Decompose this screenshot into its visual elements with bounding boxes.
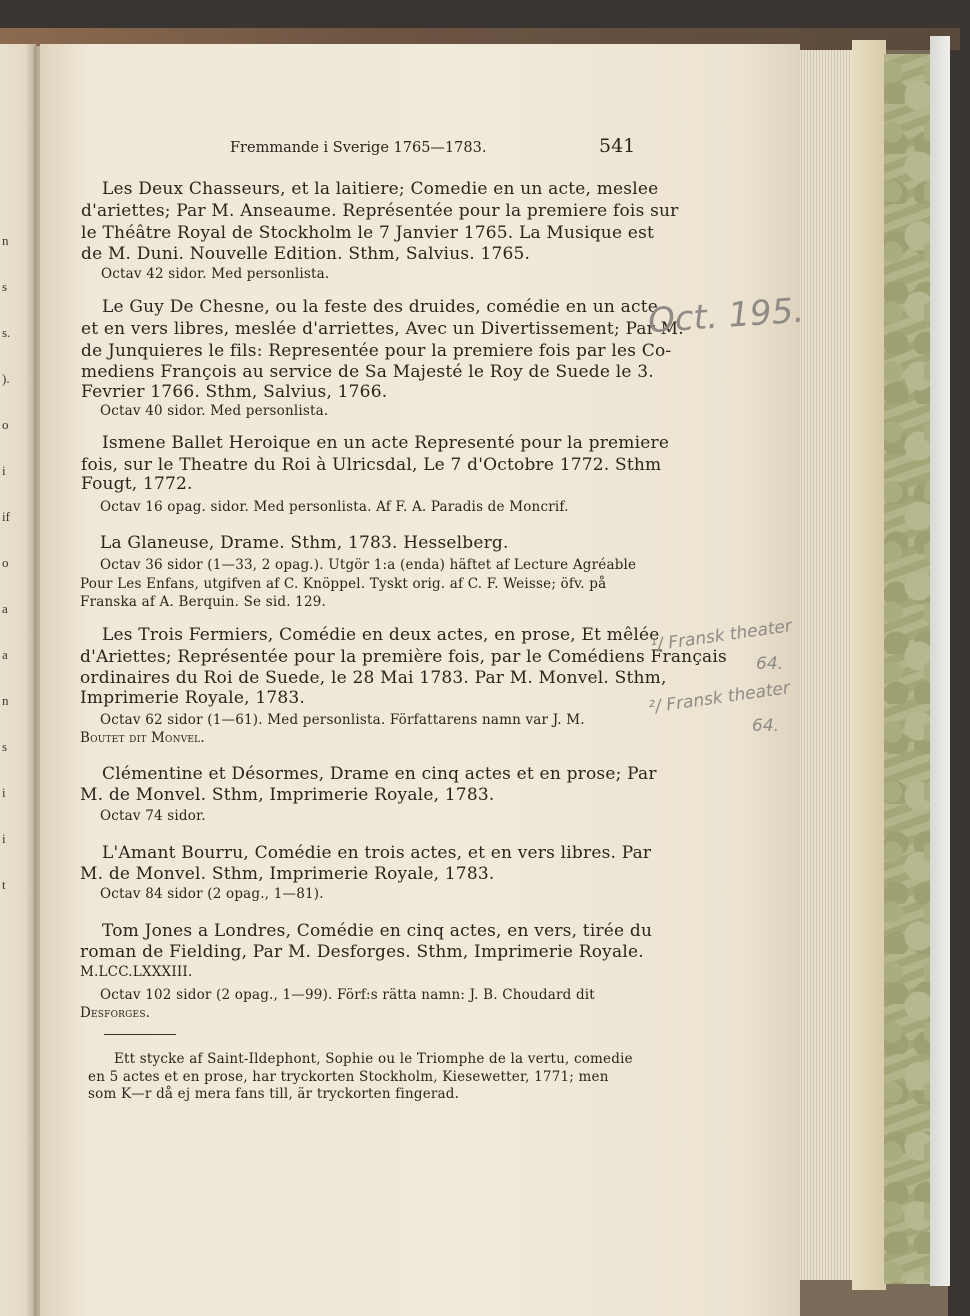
left-page-edge xyxy=(0,44,36,1316)
footnote-line-3: som K—r då ej mera fans till, är tryckorten fingerad. xyxy=(88,1086,460,1102)
entry-8-line-3: M.LCC.LXXXIII. xyxy=(80,964,193,980)
footnote-rule xyxy=(104,1034,176,1035)
handwritten-note-2-number: 64. xyxy=(752,716,780,736)
entry-3-line-1: Ismene Ballet Heroique en un acte Representé pour la premiere xyxy=(102,433,670,453)
entry-1-note-1: Octav 42 sidor. Med personlista. xyxy=(101,266,330,282)
handwritten-shelfmark: Oct. 195. xyxy=(646,290,806,342)
page-number: 541 xyxy=(599,135,636,157)
entry-4-note-1: Octav 36 sidor (1—33, 2 opag.). Utgör 1:a (enda) häftet af Lecture Agréable xyxy=(100,557,637,573)
entry-2-line-4: mediens François au service de Sa Majesté le Roy de Suede le 3. xyxy=(81,362,654,382)
entry-1-line-1: Les Deux Chasseurs, et la laitiere; Comedie en un acte, meslee xyxy=(102,179,659,199)
entry-5-line-3: ordinaires du Roi de Suede, le 28 Mai 1783. Par M. Monvel. Sthm, xyxy=(80,668,667,688)
entry-5-line-1: Les Trois Fermiers, Comédie en deux actes, en prose, Et mêlée xyxy=(102,625,660,645)
handwritten-note-1: ¹/ Fransk theater xyxy=(649,616,794,656)
entry-5-line-4: Imprimerie Royale, 1783. xyxy=(80,688,306,708)
entry-4-line-1: La Glaneuse, Drame. Sthm, 1783. Hesselberg. xyxy=(100,533,509,553)
handwritten-note-2: ²/ Fransk theater xyxy=(647,678,792,718)
footnote-line-2: en 5 actes et en prose, har tryckorten Stockholm, Kiesewetter, 1771; men xyxy=(88,1069,609,1085)
handwritten-note-1-number: 64. xyxy=(756,654,784,674)
entry-6-note-1: Octav 74 sidor. xyxy=(100,808,206,824)
footnote-line-1: Ett stycke af Saint-Ildephont, Sophie ou le Triomphe de la vertu, comedie xyxy=(114,1051,633,1067)
entry-3-note-1: Octav 16 opag. sidor. Med personlista. Af F. A. Paradis de Moncrif. xyxy=(100,499,569,515)
entry-2-line-5: Fevrier 1766. Sthm, Salvius, 1766. xyxy=(81,382,388,402)
left-page-letters: n s s. ). o i if o a a n s i i t xyxy=(2,233,11,892)
entry-3-line-3: Fougt, 1772. xyxy=(81,474,193,494)
entry-4-note-3: Franska af A. Berquin. Se sid. 129. xyxy=(80,594,327,610)
entry-3-line-2: fois, sur le Theatre du Roi à Ulricsdal, Le 7 d'Octobre 1772. Sthm xyxy=(81,455,662,475)
entry-8-line-2: roman de Fielding, Par M. Desforges. Sthm, Imprimerie Royale. xyxy=(80,942,644,962)
entry-5-note-2: Boutet dit Monvel. xyxy=(80,730,205,746)
entry-7-note-1: Octav 84 sidor (2 opag., 1—81). xyxy=(100,886,324,902)
entry-4-note-2: Pour Les Enfans, utgifven af C. Knöppel. Tyskt orig. af C. F. Weisse; öfv. på xyxy=(80,576,607,592)
entry-2-line-1: Le Guy De Chesne, ou la feste des druides, comédie en un acte xyxy=(102,297,659,317)
entry-2-note-1: Octav 40 sidor. Med personlista. xyxy=(100,403,329,419)
entry-5-line-2: d'Ariettes; Représentée pour la première fois, par le Comédiens Français xyxy=(80,647,727,667)
entry-1-line-3: le Théâtre Royal de Stockholm le 7 Janvier 1765. La Musique est xyxy=(81,223,655,243)
entry-8-note-2: Desforges. xyxy=(80,1005,151,1021)
entry-5-note-1: Octav 62 sidor (1—61). Med personlista. Författarens namn var J. M. xyxy=(100,712,585,728)
entry-1-line-2: d'ariettes; Par M. Anseaume. Représentée pour la premiere fois sur xyxy=(81,201,679,221)
entry-6-line-2: M. de Monvel. Sthm, Imprimerie Royale, 1783. xyxy=(80,785,495,805)
entry-8-line-1: Tom Jones a Londres, Comédie en cinq actes, en vers, tirée du xyxy=(102,921,653,941)
running-title: Fremmande i Sverige 1765—1783. xyxy=(230,140,487,156)
endpaper xyxy=(852,40,886,1290)
entry-2-line-3: de Junquieres le fils: Representée pour la premiere fois par les Co- xyxy=(81,341,672,361)
entry-7-line-1: L'Amant Bourru, Comédie en trois actes, et en vers libres. Par xyxy=(102,843,652,863)
entry-1-line-4: de M. Duni. Nouvelle Edition. Sthm, Salvius. 1765. xyxy=(81,244,531,264)
entry-2-line-2: et en vers libres, meslée d'arriettes, Avec un Divertissement; Par M. xyxy=(81,319,684,339)
cover-edge xyxy=(930,36,950,1286)
page-block-edges xyxy=(796,50,856,1280)
entry-7-line-2: M. de Monvel. Sthm, Imprimerie Royale, 1783. xyxy=(80,864,495,884)
entry-8-note-1: Octav 102 sidor (2 opag., 1—99). Förf:s rätta namn: J. B. Choudard dit xyxy=(100,987,595,1003)
entry-6-line-1: Clémentine et Désormes, Drame en cinq actes et en prose; Par xyxy=(102,764,657,784)
